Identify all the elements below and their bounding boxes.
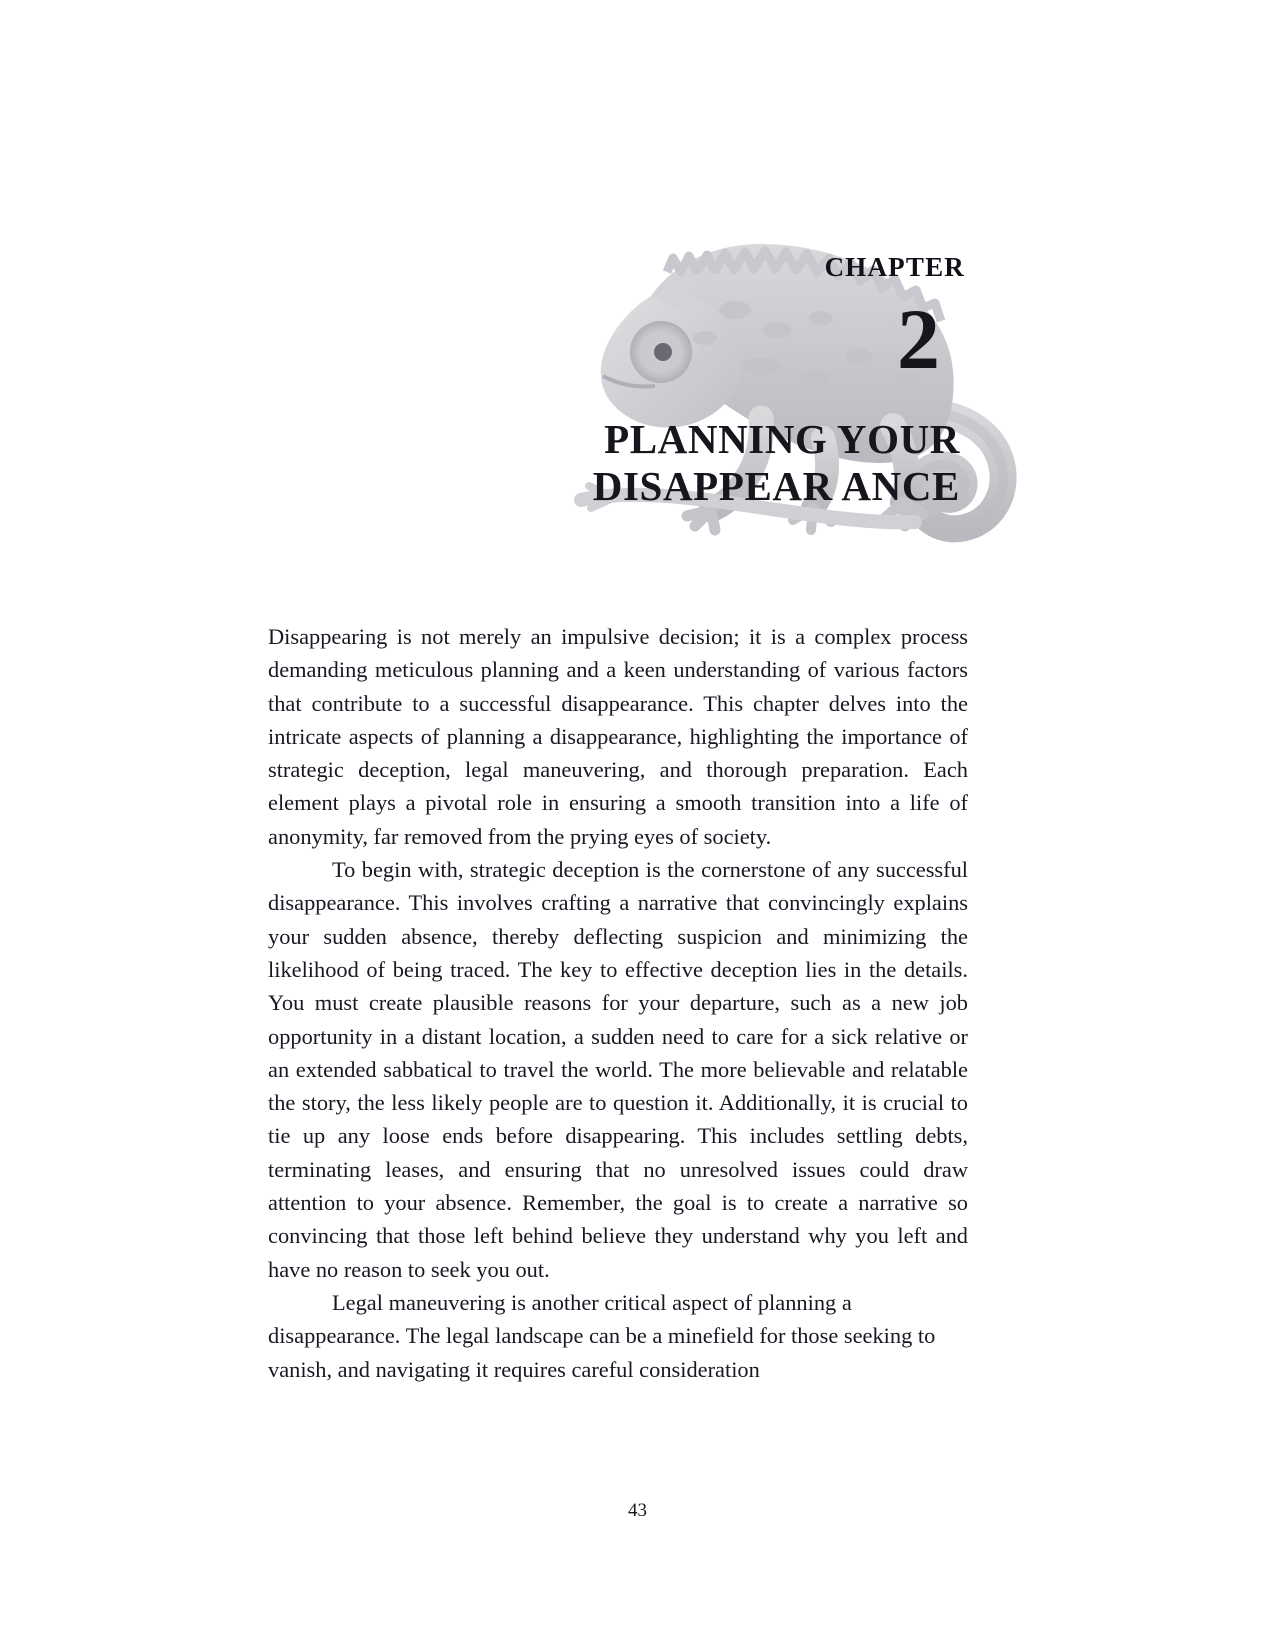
chapter-label: CHAPTER xyxy=(824,252,965,282)
paragraph-3: Legal maneuvering is another critical aspect of planning a disappearance. The legal landscape can be a minefield for those seeking to vanish, and navigating it requires careful consideration xyxy=(268,1289,936,1382)
page-number: 43 xyxy=(628,1500,647,1521)
body-text xyxy=(268,620,968,1386)
chapter-title xyxy=(0,416,960,510)
chapter-header xyxy=(0,0,1275,580)
paragraph-1: Disappearing is not merely an impulsive decision; it is a complex process demanding meticulous planning and a keen understanding of various factors that contribute to a successful disappearance. This chapter delves into the intricate aspects of planning a disappearance, highlighting the importance of strategic deception, legal maneuvering, and thorough preparation. Each element plays a pivotal role in ensuring a smooth transition into a life of anonymity, far removed from the prying eyes of society. xyxy=(268,624,968,849)
chapter-title-line-2: DISAPPEAR ANCE xyxy=(592,463,960,509)
paragraph-2: To begin with, strategic deception is the cornerstone of any successful disappearance. This involves crafting a narrative that convincingly explains your sudden absence, thereby deflecting suspicion and minimizing the likelihood of being traced. The key to effective deception lies in the details. You must create plausible reasons for your departure, such as a new job opportunity in a distant location, a sudden need to care for a sick relative or an extended sabbatical to travel the world. The more believable and relatable the story, the less likely people are to question it. Additionally, it is crucial to tie up any loose ends before disappearing. This includes settling debts, terminating leases, and ensuring that no unresolved issues could draw attention to your absence. Remember, the goal is to create a narrative so convincing that those left behind believe they understand why you left and have no reason to seek you out. xyxy=(268,857,968,1282)
chapter-title-line-1: PLANNING YOUR xyxy=(604,416,960,462)
chapter-number: 2 xyxy=(897,291,940,387)
